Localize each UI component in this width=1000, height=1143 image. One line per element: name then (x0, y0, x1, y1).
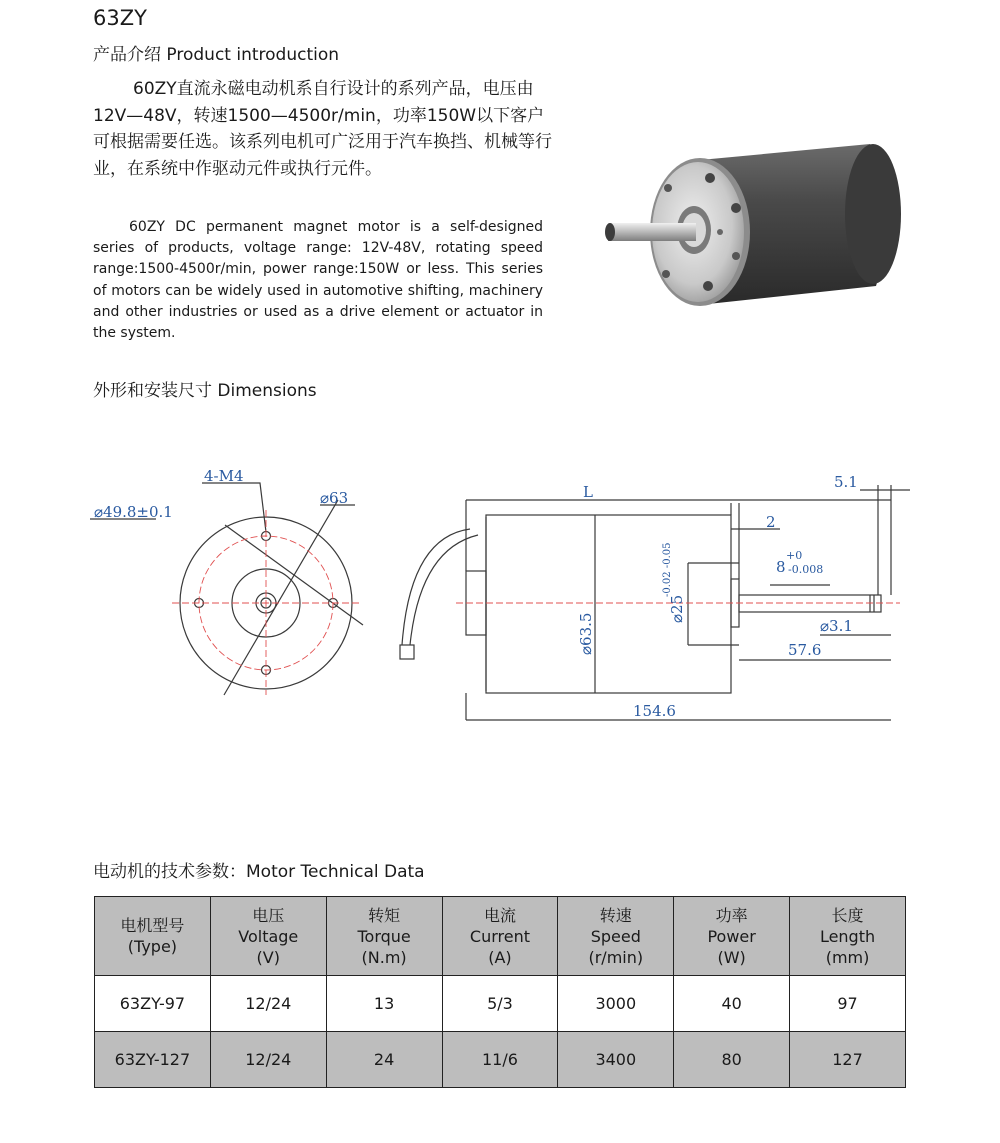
label-shaft-tol-lower: -0.008 (788, 563, 824, 576)
intro-zh-paragraph (93, 76, 553, 182)
cell-length: 127 (790, 1032, 906, 1088)
header-voltage: 电压 Voltage (V) (210, 897, 326, 976)
cell-voltage: 12/24 (210, 976, 326, 1032)
intro-en-text: 60ZY DC permanent magnet motor is a self-designed series of products, voltage range: 12V-48V, rotating speed range:1500-4500r/min, power range:150W or less. This series of motors can be widely used in automotive shifting, machinery and other industries or used as a drive element or actuator in the system. (93, 219, 543, 342)
table-header-row (95, 897, 906, 976)
label-boss-dia: ⌀25 (668, 594, 686, 623)
label-length: L (583, 483, 593, 501)
intro-zh-text: 60ZY直流永磁电动机系自行设计的系列产品，电压由12V—48V，转速1500—4500r/min，功率150W以下客户可根据需要任选。该系列电机可广泛用于汽车换挡、机械等行业，在系统中作驱动元件或执行元件。 (93, 79, 552, 179)
label-shaft-tol-upper: +0 (786, 549, 803, 562)
label-groove-dia: ⌀3.1 (820, 617, 853, 635)
header-length: 长度 Length (mm) (790, 897, 906, 976)
cell-voltage: 12/24 (210, 1032, 326, 1088)
cell-current: 11/6 (442, 1032, 558, 1088)
dimensions-heading: 外形和安装尺寸 Dimensions (93, 381, 317, 401)
label-total-len: 154.6 (633, 702, 676, 720)
cell-torque: 24 (326, 1032, 442, 1088)
label-shaft-end: 5.1 (834, 473, 858, 491)
dimension-drawing (80, 455, 920, 735)
table-row (95, 976, 906, 1032)
header-current: 电流 Current (A) (442, 897, 558, 976)
label-shaft-len: 57.6 (788, 641, 822, 659)
label-holes: 4-M4 (204, 467, 244, 485)
header-power: 功率 Power (W) (674, 897, 790, 976)
cell-type: 63ZY-97 (95, 976, 211, 1032)
cell-torque: 13 (326, 976, 442, 1032)
label-step: 2 (766, 513, 776, 531)
motor-product-image (598, 138, 908, 318)
cell-power: 40 (674, 976, 790, 1032)
label-outer-dia: ⌀63 (320, 489, 349, 507)
table-row (95, 1032, 906, 1088)
cell-current: 5/3 (442, 976, 558, 1032)
intro-heading: 产品介绍 Product introduction (93, 45, 340, 65)
label-body-dia: ⌀63.5 (577, 612, 595, 655)
page-title: 63ZY (93, 6, 147, 30)
cell-length: 97 (790, 976, 906, 1032)
label-pcd: ⌀49.8±0.1 (94, 503, 173, 521)
cell-speed: 3400 (558, 1032, 674, 1088)
cell-speed: 3000 (558, 976, 674, 1032)
header-torque: 转矩 Torque (N.m) (326, 897, 442, 976)
cell-power: 80 (674, 1032, 790, 1088)
header-speed: 转速 Speed (r/min) (558, 897, 674, 976)
label-boss-tol: -0.02 -0.05 (662, 542, 673, 597)
intro-en-paragraph (93, 217, 543, 344)
cell-type: 63ZY-127 (95, 1032, 211, 1088)
label-shaft-dia: 8 (776, 558, 786, 576)
tech-heading: 电动机的技术参数：Motor Technical Data (93, 862, 425, 882)
motor-spec-table (94, 896, 906, 1088)
header-type: 电机型号 (Type) (95, 897, 211, 976)
